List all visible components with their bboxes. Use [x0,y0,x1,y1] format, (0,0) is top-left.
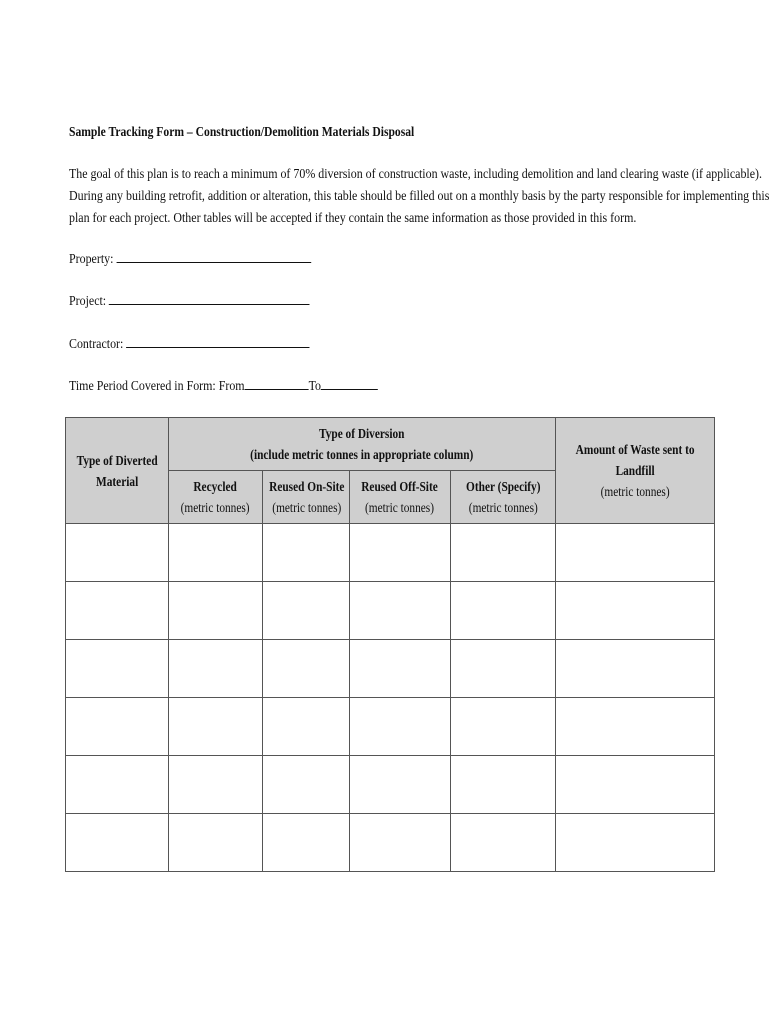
table-cell[interactable] [451,698,556,756]
project-field[interactable] [69,292,310,309]
table-cell[interactable] [263,814,350,872]
contractor-blank[interactable] [126,335,309,348]
header-landfill: Amount of Waste sent to Landfill (metric tonnes) [556,418,715,524]
header-reused-off-site: Reused Off-Site (metric tonnes) [350,471,451,524]
table-cell[interactable] [350,582,451,640]
table-cell[interactable] [169,814,263,872]
from-blank[interactable] [245,377,309,390]
table-cell[interactable] [350,814,451,872]
table-cell[interactable] [66,756,169,814]
table-row [66,582,715,640]
table-cell[interactable] [66,698,169,756]
project-blank[interactable] [109,292,310,305]
table-cell[interactable] [66,524,169,582]
table-cell[interactable] [556,582,715,640]
table-cell[interactable] [169,640,263,698]
table-cell[interactable] [451,756,556,814]
property-blank[interactable] [116,250,311,263]
table-cell[interactable] [350,756,451,814]
form-title: Sample Tracking Form – Construction/Demolition Materials Disposal [69,124,415,139]
contractor-label: Contractor: [69,336,124,351]
header-recycled: Recycled (metric tonnes) [169,471,263,524]
time-period-label: Time Period Covered in Form: From [69,378,245,393]
table-cell[interactable] [263,756,350,814]
table-cell[interactable] [263,582,350,640]
project-label: Project: [69,293,107,308]
intro-line: The goal of this plan is to reach a minimum of 70% diversion of construction waste, including demolition and land clearing waste (if applicable). [69,166,763,181]
header-other: Other (Specify) (metric tonnes) [451,471,556,524]
table-cell[interactable] [350,524,451,582]
intro-line: During any building retrofit, addition or alteration, this table should be filled out on a monthly basis by the party responsible for implementing this [69,188,770,203]
table-cell[interactable] [350,698,451,756]
table-cell[interactable] [263,640,350,698]
time-period-field[interactable] [69,377,378,394]
table-row [66,814,715,872]
table-cell[interactable] [556,698,715,756]
table-cell[interactable] [169,582,263,640]
header-diversion: Type of Diversion (include metric tonnes in appropriate column) [169,418,556,471]
to-label: To [308,378,322,393]
header-material: Type of Diverted Material [66,418,169,524]
table-cell[interactable] [451,640,556,698]
diversion-table [65,417,715,872]
contractor-field[interactable] [69,335,310,352]
property-label: Property: [69,251,114,266]
table-cell[interactable] [169,698,263,756]
intro-paragraph [69,163,770,229]
table-row [66,640,715,698]
table-cell[interactable] [169,524,263,582]
table-row [66,524,715,582]
property-field[interactable] [69,250,311,267]
table-row [66,756,715,814]
to-blank[interactable] [321,377,378,390]
table-cell[interactable] [556,756,715,814]
table-cell[interactable] [451,814,556,872]
table-cell[interactable] [169,756,263,814]
table-cell[interactable] [556,524,715,582]
header-reused-on-site: Reused On-Site (metric tonnes) [263,471,350,524]
table-row [66,698,715,756]
table-cell[interactable] [556,814,715,872]
table-cell[interactable] [66,640,169,698]
table-cell[interactable] [451,582,556,640]
table-cell[interactable] [263,698,350,756]
table-cell[interactable] [66,814,169,872]
table-cell[interactable] [350,640,451,698]
table-cell[interactable] [451,524,556,582]
table-cell[interactable] [263,524,350,582]
table-cell[interactable] [556,640,715,698]
intro-line: plan for each project. Other tables will be accepted if they contain the same information as those provided in this form. [69,210,637,225]
table-cell[interactable] [66,582,169,640]
